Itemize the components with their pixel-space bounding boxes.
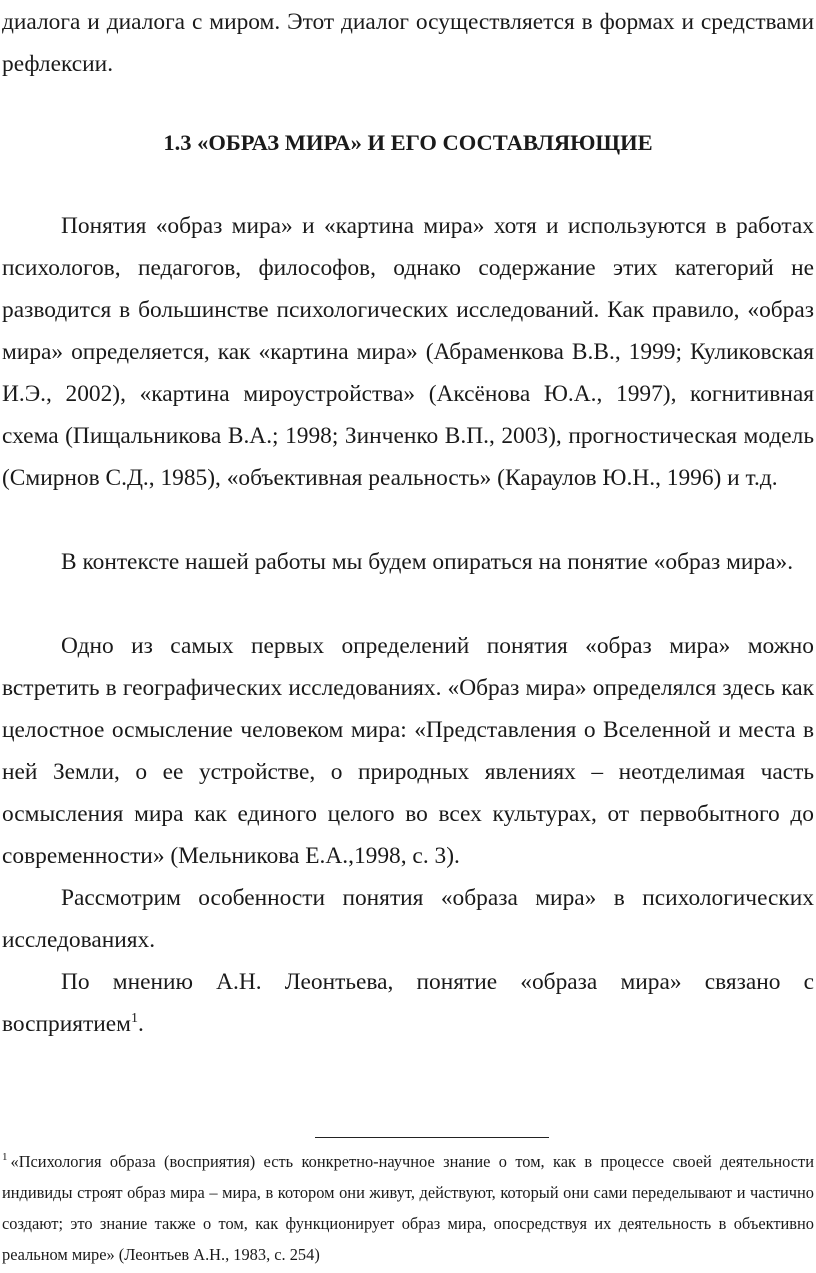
paragraph-first-definitions: Одно из самых первых определений понятия «образ мира» можно встретить в географических исследованиях. «Образ мира» определялся здесь как целостное осмысление человеком мира: «Представления о Вселенной и места в ней Земли, о ее устройстве, о природных явлениях – неотделимая часть осмысления мира как единого целого во всех культурах, от первобытного до современности» (Мельникова Е.А.,1998, с. 3). [2, 633, 814, 869]
paragraph-leontiev-end: . [137, 1011, 144, 1037]
footnote-separator [315, 1137, 549, 1138]
paragraph-leontiev [2, 961, 814, 1045]
footnote [2, 1146, 814, 1270]
section-heading: 1.3 «ОБРАЗ МИРА» И ЕГО СОСТАВЛЯЮЩИЕ [163, 130, 653, 155]
footnote-marker: 1 [2, 1151, 8, 1163]
paragraph-leontiev-text: По мнению А.Н. Леонтьева, понятие «образа мира» связано с восприятием [2, 969, 814, 1037]
paragraph-psychological-features: Рассмотрим особенности понятия «образа мира» в психологических исследованиях. [2, 885, 814, 953]
footnote-reference[interactable]: 1 [130, 1011, 138, 1026]
footnote-text: «Психология образа (восприятия) есть конкретно-научное знание о том, как в процессе своей деятельности индивиды строят образ мира – мира, в котором они живут, действуют, который они сами переделывают и частично создают; это знание также о том, как функционирует образ мира, опосредствуя их деятельность в объективно реальном мире» (Леонтьев А.Н., 1983, с. 254) [2, 1152, 814, 1264]
paragraph-image-of-world-concepts: Понятия «образ мира» и «картина мира» хотя и используются в работах психологов, педагогов, философов, однако содержание этих категорий не разводится в большинстве психологических исследований. Как правило, «образ мира» определяется, как «картина мира» (Абраменкова В.В., 1999; Куликовская И.Э., 2002), «картина мироустройства» (Аксёнова Ю.А., 1997), когнитивная схема (Пищальникова В.А.; 1998; Зинченко В.П., 2003), прогностическая модель (Смирнов С.Д., 1985), «объективная реальность» (Караулов Ю.Н., 1996) и т.д. [2, 213, 814, 491]
paragraph-context: В контексте нашей работы мы будем опираться на понятие «образ мира». [61, 549, 794, 575]
intro-paragraph: диалога и диалога с миром. Этот диалог осуществляется в формах и средствами рефлексии. [2, 9, 814, 77]
